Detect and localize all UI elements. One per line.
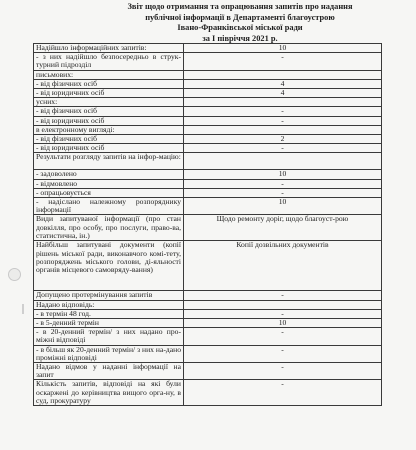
table-row <box>34 53 382 70</box>
table-row <box>34 300 382 309</box>
table-row <box>34 215 382 241</box>
row-value: - <box>184 179 382 188</box>
row-label: - від фізичних осіб <box>34 79 184 88</box>
table-row <box>34 79 382 88</box>
row-value: 10 <box>184 170 382 179</box>
table-row <box>34 125 382 134</box>
row-label: - відмовлено <box>34 179 184 188</box>
row-label: - від юридичних осіб <box>34 116 184 125</box>
row-value: - <box>184 328 382 345</box>
row-label: - в 20-денний термін/ з них надано про-міжні відповіді <box>34 328 184 345</box>
row-value: - <box>184 363 382 380</box>
row-label: письмових: <box>34 70 184 79</box>
report-table <box>33 43 382 406</box>
table-row <box>34 107 382 116</box>
row-label: Допущено протермінування запитів <box>34 291 184 300</box>
table-row <box>34 328 382 345</box>
table-row <box>34 319 382 328</box>
row-label: - в більш як 20-денний термін/ з них на-дано проміжні відповіді <box>34 345 184 362</box>
row-label: усних: <box>34 98 184 107</box>
row-value: - <box>184 345 382 362</box>
row-value <box>184 300 382 309</box>
row-value: 10 <box>184 198 382 215</box>
row-value: - <box>184 53 382 70</box>
table-row <box>34 170 382 179</box>
row-value <box>184 70 382 79</box>
table-row <box>34 241 382 291</box>
table-row <box>34 153 382 170</box>
row-label: - задоволено <box>34 170 184 179</box>
row-value <box>184 98 382 107</box>
row-value: 4 <box>184 79 382 88</box>
row-value <box>184 153 382 170</box>
row-label: - в 5-денний термін <box>34 319 184 328</box>
row-value: 4 <box>184 89 382 98</box>
row-label: - від юридичних осіб <box>34 89 184 98</box>
row-value: 10 <box>184 44 382 53</box>
table-row <box>34 380 382 406</box>
row-label: Результати розгляду запитів на інфор-мацію: <box>34 153 184 170</box>
table-row <box>34 144 382 153</box>
report-header <box>70 2 410 44</box>
table-row <box>34 44 382 53</box>
table-row <box>34 198 382 215</box>
table-row <box>34 188 382 197</box>
punch-hole <box>8 268 21 281</box>
row-value: - <box>184 309 382 318</box>
table-row <box>34 116 382 125</box>
row-label: Найбільш запитувані документи (копії рішень міської ради, виконавчого комі-тету, розпоряджень міського голови, ді-яльності органів місцевого самовряду-вання) <box>34 241 184 291</box>
table-row <box>34 135 382 144</box>
table-row <box>34 98 382 107</box>
row-value: - <box>184 116 382 125</box>
row-label: Надійшло інформаційних запитів: <box>34 44 184 53</box>
row-label: - з них надійшло безпосередньо в струк-турний підрозділ <box>34 53 184 70</box>
row-value: - <box>184 107 382 116</box>
row-value: - <box>184 144 382 153</box>
header-line-1: Звіт щодо отримання та опрацювання запитів про надання <box>127 2 353 11</box>
table-row <box>34 363 382 380</box>
row-value: - <box>184 188 382 197</box>
header-line-2: публічної інформації в Департаменті благоустрою <box>145 12 335 22</box>
row-value: Копії дозвільних документів <box>184 241 382 291</box>
table-row <box>34 291 382 300</box>
row-label: Види запитуваної інформації (про стан довкілля, про особу, про послуги, право-ва, статистична, ін.) <box>34 215 184 241</box>
table-row <box>34 345 382 362</box>
table-row <box>34 179 382 188</box>
row-value: - <box>184 291 382 300</box>
row-label: Надано відмов у наданні інформації на запит <box>34 363 184 380</box>
row-value: Щодо ремонту доріг, щодо благоуст-рою <box>184 215 382 241</box>
margin-mark <box>22 304 24 314</box>
header-line-3: Івано-Франківської міської ради <box>177 23 303 33</box>
row-label: - від фізичних осіб <box>34 135 184 144</box>
row-label: в електронному вигляді: <box>34 125 184 134</box>
row-label: - від фізичних осіб <box>34 107 184 116</box>
row-label: - в термін 48 год. <box>34 309 184 318</box>
row-label: Надано відповідь: <box>34 300 184 309</box>
table-row <box>34 89 382 98</box>
row-label: - від юридичних осіб <box>34 144 184 153</box>
row-value: 2 <box>184 135 382 144</box>
header-line-4: за І півріччя 2021 р. <box>202 33 278 43</box>
row-label: Кількість запитів, відповіді на які були оскаржені до керівництва вищого орга-ну, в суд, прокуратуру <box>34 380 184 406</box>
row-label: - надіслано належному розпоряднику інформації <box>34 198 184 215</box>
row-label: - опрацьовується <box>34 188 184 197</box>
table-row <box>34 70 382 79</box>
row-value <box>184 125 382 134</box>
table-row <box>34 309 382 318</box>
row-value: 10 <box>184 319 382 328</box>
row-value: - <box>184 380 382 406</box>
